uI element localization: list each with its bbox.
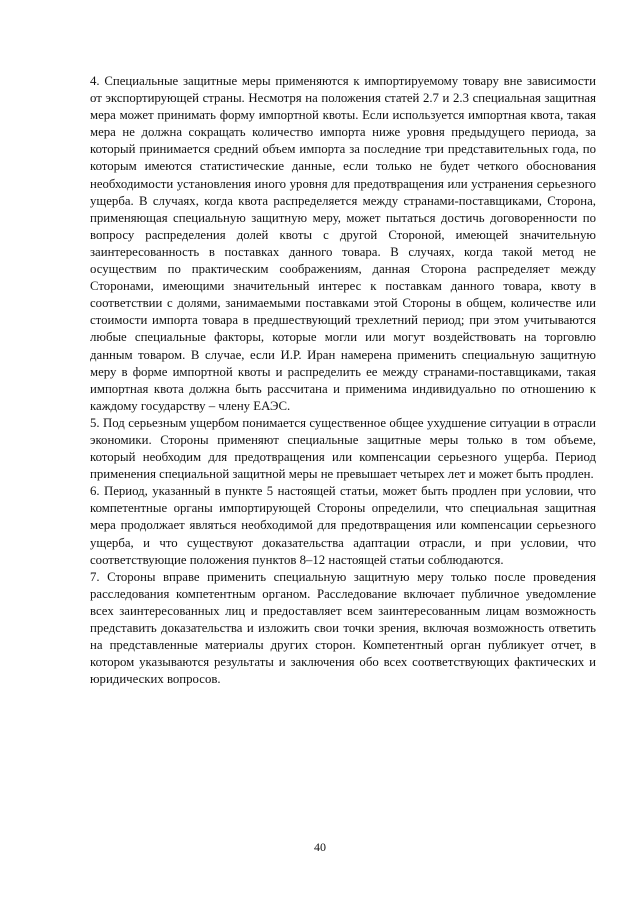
paragraph-7: 7. Стороны вправе применить специальную защитную меру только после проведения расследования компетентным органом. Расследование включает публичное уведомление всех заинтересованных лиц и предоставляет всем заинтересованным лицам возможность представить доказательства и изложить свои точки зрения, включая возможность ответить на представленные материалы других сторон. Компетентный орган публикует отчет, в котором указываются результаты и заключения обо всех соответствующих фактических и юридических вопросов. xyxy=(90,569,596,687)
paragraph-4: 4. Специальные защитные меры применяются к импортируемому товару вне зависимости от экспортирующей страны. Несмотря на положения статей 2.7 и 2.3 специальная защитная мера может принимать форму импортной квоты. Если используется импортная квота, такая мера не должна сокращать количество импорта ниже уровня предыдущего периода, за который принимается средний объем импорта за последние три представительных года, по которым имеются статистические данные, если только не будет четкого обоснования необходимости установления иного уровня для предотвращения или устранения серьезного ущерба. В случаях, когда квота распределяется между странами-поставщиками, Сторона, применяющая специальную защитную меру, может пытаться достичь договоренности по вопросу распределения долей квоты с другой Стороной, имеющей значительную заинтересованность в поставках данного товара. В случаях, когда такой метод не осуществим по практическим соображениям, данная Сторона распределяет между Сторонами, имеющими значительный интерес к поставкам данного товара, квоту в соответствии с долями, занимаемыми поставками этой Стороны в общем, количестве или стоимости импорта товара в предшествующий трехлетний период; при этом учитываются любые специальные факторы, которые могли или могут воздействовать на торговлю данным товаром. В случае, если И.Р. Иран намерена применить специальную защитную меру в форме импортной квоты и распределить ее между странами-поставщиками, такая импортная квота должна быть рассчитана и применима индивидуально по отношению к каждому государству – члену ЕАЭС. xyxy=(90,74,596,413)
paragraph-6: 6. Период, указанный в пункте 5 настоящей статьи, может быть продлен при условии, что компетентные органы импортирующей Стороны определили, что специальная защитная мера продолжает являться необходимой для предотвращения или компенсации серьезного ущерба, и что существуют доказательства адаптации отрасли, и при условии, что соответствующие положения пунктов 8–12 настоящей статьи соблюдаются. xyxy=(90,484,596,567)
document-body xyxy=(90,73,596,688)
page-number: 40 xyxy=(314,840,326,854)
paragraph-5: 5. Под серьезным ущербом понимается существенное общее ухудшение ситуации в отрасли экономики. Стороны применяют специальные защитные меры только в том объеме, который необходим для предотвращения или компенсации серьезного ущерба. Период применения специальной защитной меры не превышает четырех лет и может быть продлен. xyxy=(90,415,596,482)
